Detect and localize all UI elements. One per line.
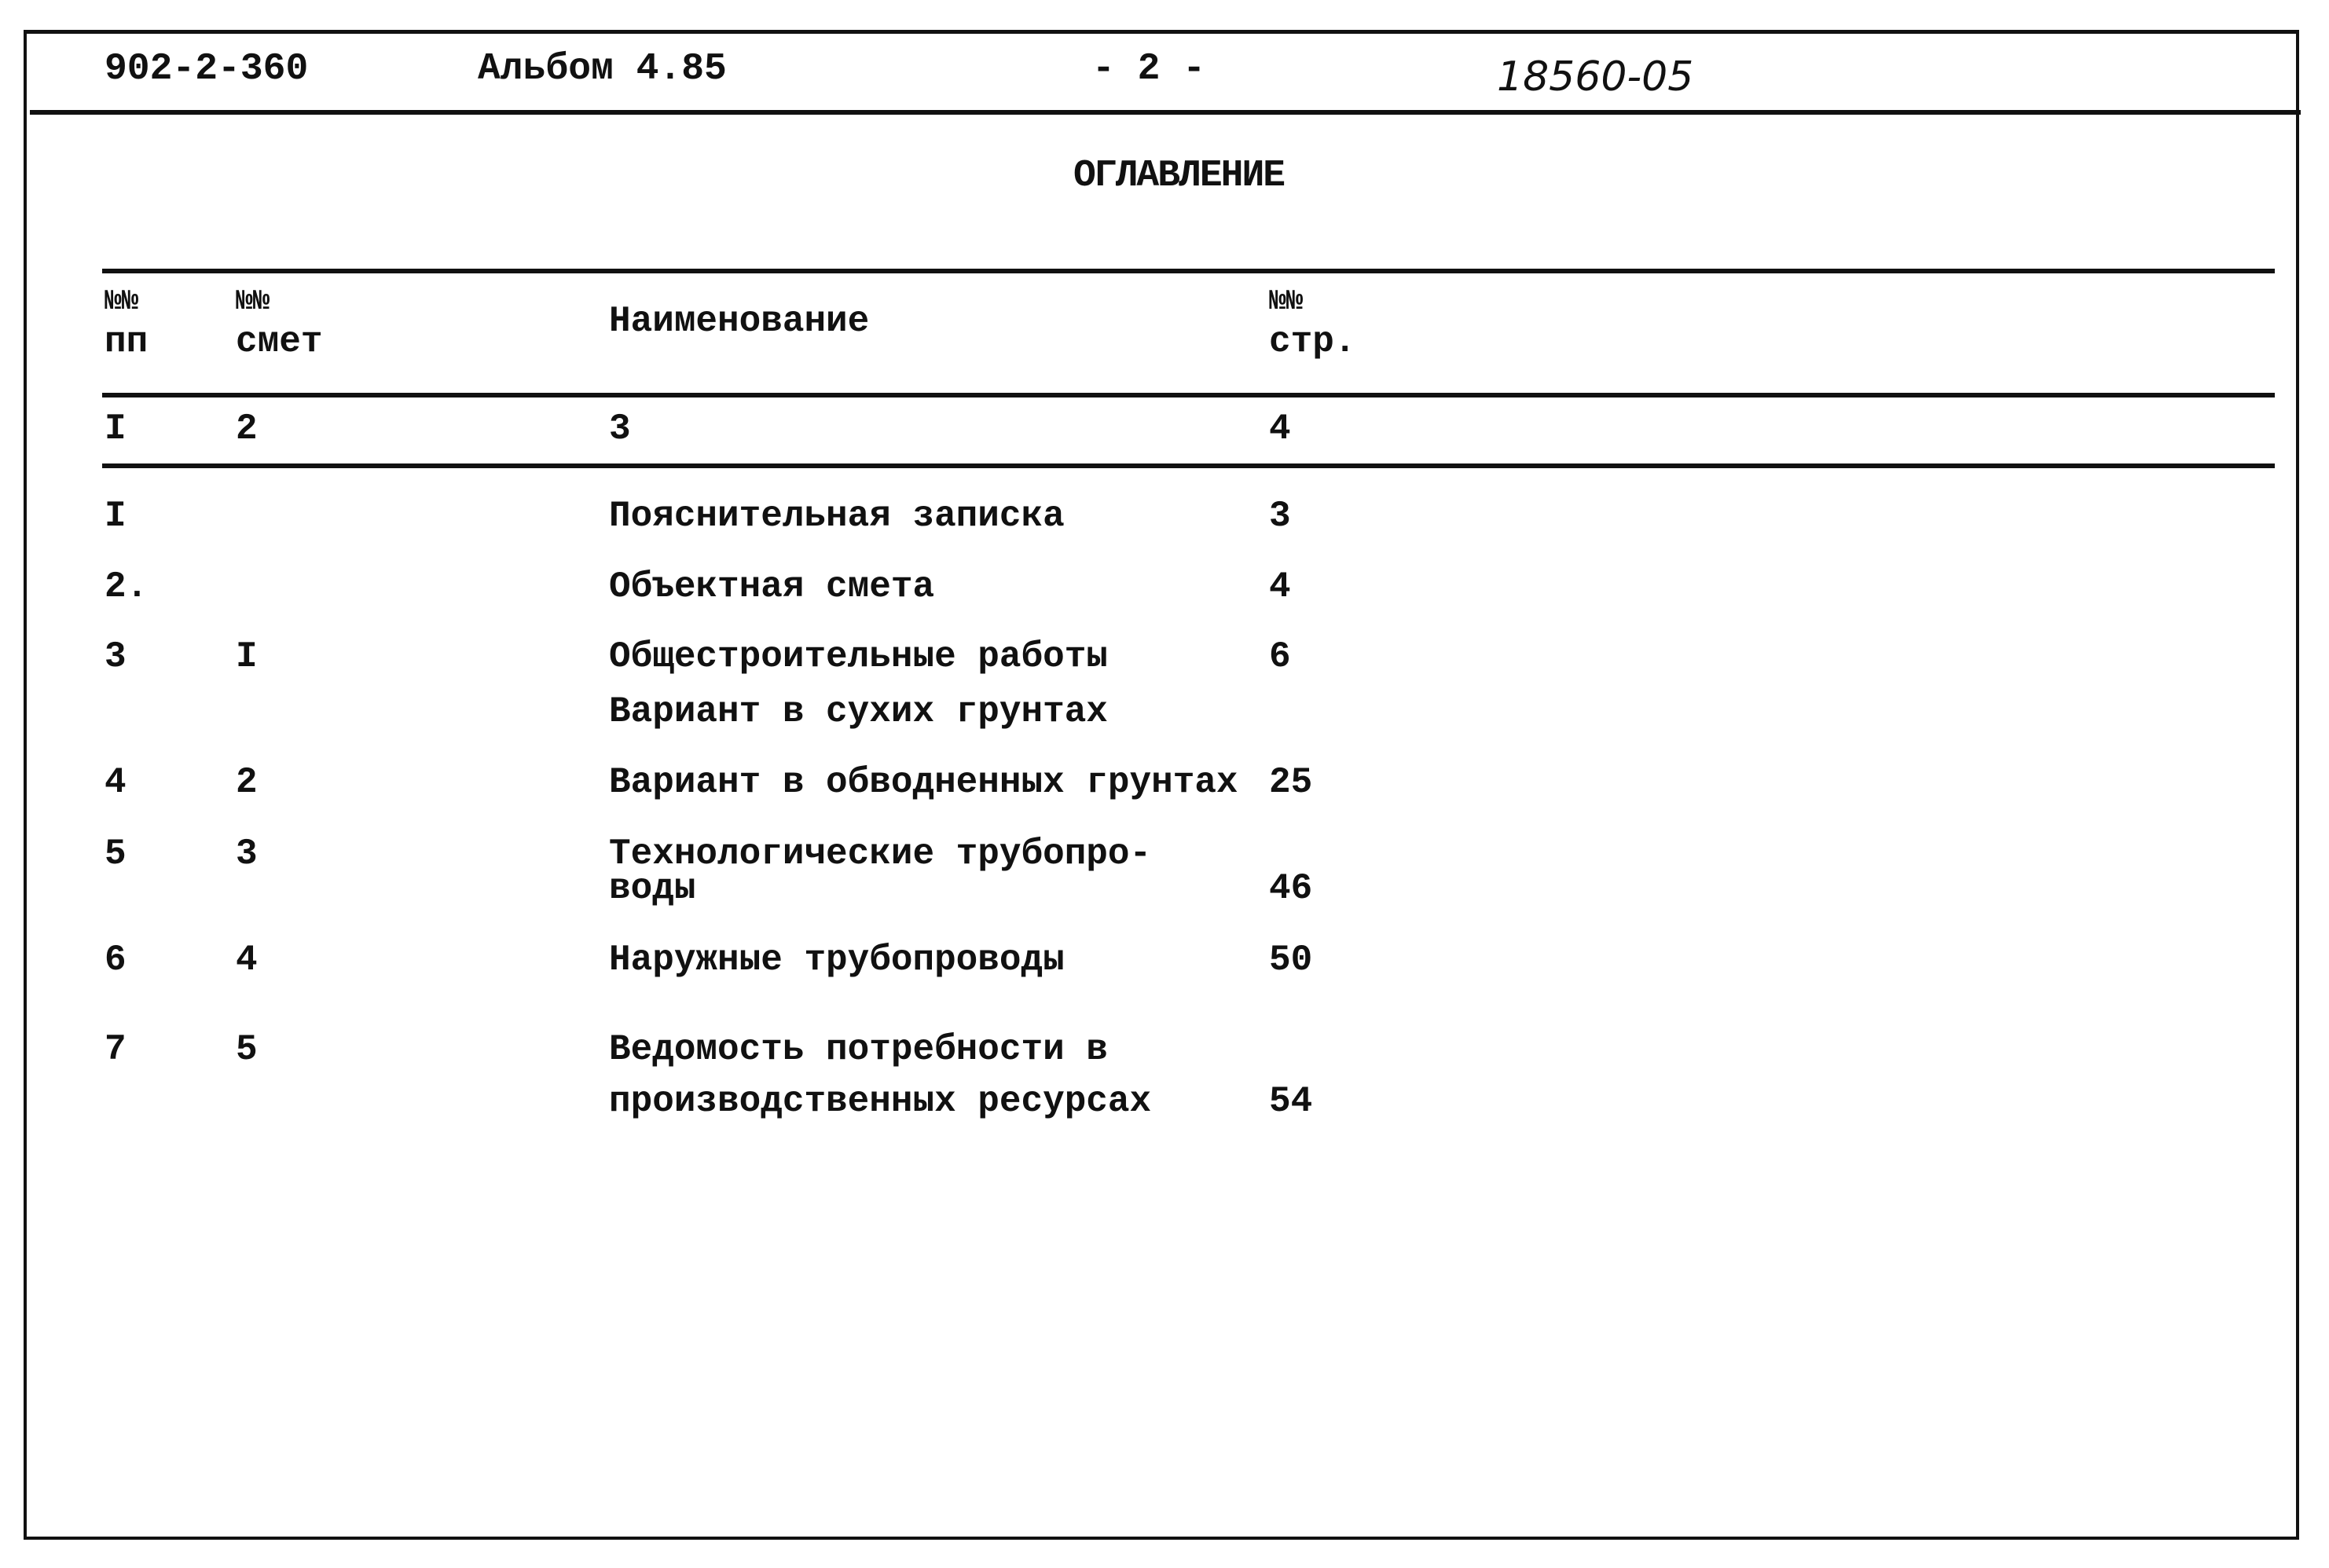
page-number: - 2 -: [1092, 48, 1206, 90]
col-header-smeta-mark: №№: [236, 285, 270, 317]
row-page: 4: [1269, 566, 1291, 607]
row-name: Пояснительная записка: [609, 496, 1065, 537]
row-pp: 2.: [105, 566, 149, 607]
table-header-rule: [102, 393, 2275, 397]
row-name: Объектная смета: [609, 566, 935, 607]
row-name: Общестроительные работы: [609, 636, 1108, 677]
col-number-1: I: [105, 408, 127, 449]
row-smeta: 2: [236, 762, 258, 803]
row-smeta: 4: [236, 940, 258, 980]
page-title: ОГЛАВЛЕНИЕ: [1073, 155, 1285, 197]
col-header-pp-mark: №№: [105, 285, 139, 317]
row-pp: 3: [105, 636, 127, 677]
row-smeta: 3: [236, 833, 258, 874]
row-page: 54: [1269, 1081, 1313, 1122]
row-name: Технологические трубопро-: [609, 833, 1152, 874]
album-number: Альбом 4.85: [478, 48, 727, 90]
col-header-smeta: смет: [236, 321, 323, 362]
row-name: Наружные трубопроводы: [609, 940, 1065, 980]
row-page: 25: [1269, 762, 1313, 803]
row-name: Вариант в обводненных грунтах: [609, 762, 1238, 803]
col-number-3: 3: [609, 408, 631, 449]
row-page: 6: [1269, 636, 1291, 677]
header-divider: [30, 110, 2301, 115]
row-pp: 5: [105, 833, 127, 874]
row-page: 3: [1269, 496, 1291, 537]
row-page: 46: [1269, 868, 1313, 909]
col-header-pp: пп: [105, 321, 149, 362]
col-header-page: стр.: [1269, 321, 1356, 362]
row-name-line2: Вариант в сухих грунтах: [609, 691, 1108, 732]
row-name-line2: производственных ресурсах: [609, 1081, 1152, 1122]
row-name-line2: воды: [609, 868, 696, 909]
row-pp: I: [105, 496, 127, 537]
row-page: 50: [1269, 940, 1313, 980]
inventory-number: 18560-05: [1497, 53, 1694, 101]
table-numbers-rule: [102, 463, 2275, 468]
col-header-name: Наименование: [609, 301, 870, 342]
row-pp: 4: [105, 762, 127, 803]
row-name: Ведомость потребности в: [609, 1029, 1108, 1070]
row-pp: 6: [105, 940, 127, 980]
row-smeta: I: [236, 636, 258, 677]
row-smeta: 5: [236, 1029, 258, 1070]
col-number-4: 4: [1269, 408, 1291, 449]
table-top-rule: [102, 269, 2275, 273]
col-header-page-mark: №№: [1269, 285, 1304, 317]
col-number-2: 2: [236, 408, 258, 449]
row-pp: 7: [105, 1029, 127, 1070]
doc-code: 902-2-360: [105, 48, 309, 90]
